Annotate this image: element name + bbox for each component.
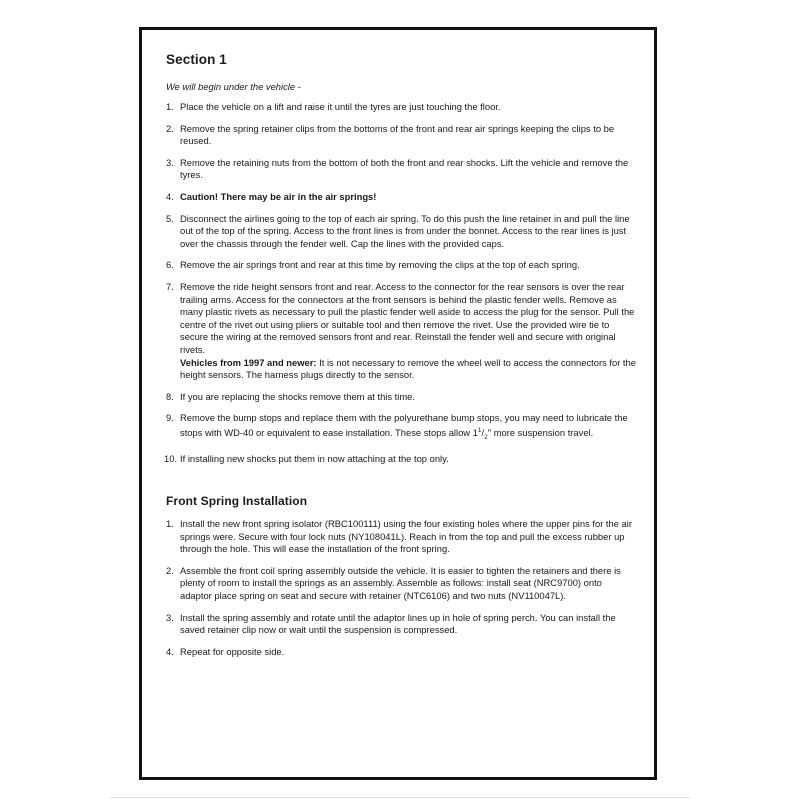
list-item bbox=[166, 453, 636, 466]
list-item bbox=[166, 646, 636, 659]
step-text-continued: " more suspension travel. bbox=[487, 427, 594, 438]
list-item bbox=[166, 518, 636, 556]
step-text: Remove the air springs front and rear at this time by removing the clips at the top of each spring. bbox=[180, 259, 580, 271]
list-item bbox=[166, 565, 636, 603]
section-1-title: Section 1 bbox=[166, 52, 227, 67]
step-text: Disconnect the airlines going to the top of each air spring. To do this push the line retainer in and pull the line out of the top of the spring. Access to the front lines is from under the bonnet. Access to the rear lines is just over the chassis through the fender well. Cap the lines with the provided caps. bbox=[180, 212, 630, 249]
step-text: Install the spring assembly and rotate until the adaptor lines up in hole of spring perch. You can install the saved retainer clip now or wait until the suspension is compressed. bbox=[180, 611, 616, 636]
step-text: Remove the retaining nuts from the bottom of both the front and rear shocks. Lift the vehicle and remove the tyres. bbox=[180, 156, 629, 181]
list-item: 9. Remove the bump stops and replace them with the polyurethane bump stops, you may need to lubricate the stops with WD-40 or equivalent to ease installation. These stops allow $1^1/_2$" more suspension travel. bbox=[166, 412, 628, 441]
step-number: 4. bbox=[166, 645, 174, 657]
step-text: If you are replacing the shocks remove them at this time. bbox=[180, 390, 416, 402]
step-number: 4. bbox=[166, 190, 174, 202]
list-item bbox=[166, 259, 636, 272]
fraction-numerator: 1 bbox=[477, 426, 482, 434]
step-number: 10. bbox=[164, 453, 178, 465]
step-number: 7. bbox=[166, 280, 174, 292]
step-number: 9. bbox=[166, 412, 174, 424]
section-2-title: Front Spring Installation bbox=[166, 494, 308, 509]
step-number: 1. bbox=[166, 518, 174, 530]
step-number: 3. bbox=[166, 156, 174, 168]
list-item bbox=[166, 157, 636, 182]
section-2-steps bbox=[166, 518, 636, 658]
list-item bbox=[166, 612, 636, 637]
step-number: 2. bbox=[166, 564, 174, 576]
list-item bbox=[166, 281, 636, 382]
section-1-intro: We will begin under the vehicle - bbox=[166, 81, 301, 92]
list-item bbox=[166, 391, 636, 404]
page-content bbox=[166, 52, 636, 667]
fraction-denominator: 2 bbox=[484, 433, 488, 441]
step-text: Assemble the front coil spring assembly outside the vehicle. It is easier to tighten the retainers and there is plenty of room to install the springs as an assembly. Assemble as follows: install seat (NRC9700) onto adaptor place spring on seat and secure with retainer (NTC6106) and two nuts (NV110047L). bbox=[180, 564, 621, 602]
step-text: Remove the ride height sensors front and rear. Access to the connector for the rear sensors is over the rear trailing arms. Access for the connectors at the front sensors is behind the plastic fender wells. Remove as many plastic rivets as necessary to pull the plastic fender well aside to access the plug for the sensor. Pull the centre of the rivet out using pliers or suitable tool and then remove the rivet. Use the provided wire tie to secure the wiring at the removed sensors front and rear. Reinstall the fender well and secure with original rivets. bbox=[180, 280, 635, 355]
section-1-steps bbox=[166, 101, 636, 466]
step-number: 6. bbox=[166, 259, 174, 271]
vehicle-year-note-text: It is not necessary to remove the wheel well to access the connectors for the height sensors. The harness plugs directly to the sensor. bbox=[180, 356, 636, 381]
step-number: 5. bbox=[166, 212, 174, 224]
step-text: Install the new front spring isolator (RBC100111) using the four existing holes where the upper pins for the air springs were. Secure with four lock nuts (NY108041L). Reach in from the top and pull the excess rubber up through the hole. This will ease the installation of the front spring. bbox=[180, 518, 632, 555]
list-item bbox=[166, 101, 636, 114]
list-item bbox=[166, 213, 636, 251]
step-text: Repeat for opposite side. bbox=[180, 645, 285, 657]
step-text: Remove the bump stops and replace them with the polyurethane bump stops, you may need to lubricate the stops with WD-40 or equivalent to ease installation. These stops allow 1 bbox=[180, 412, 628, 438]
step-text: Remove the spring retainer clips from the bottoms of the front and rear air springs keeping the clips to be reused. bbox=[180, 122, 615, 147]
step-number: 8. bbox=[166, 390, 174, 402]
step-text: If installing new shocks put them in now attaching at the top only. bbox=[180, 453, 449, 465]
step-number: 1. bbox=[166, 101, 174, 112]
caution-item bbox=[166, 191, 636, 204]
caution-text: Caution! There may be air in the air springs! bbox=[180, 190, 377, 202]
document-page bbox=[139, 27, 657, 780]
vehicle-year-note-label: Vehicles from 1997 and newer: bbox=[180, 356, 317, 368]
list-item bbox=[166, 123, 636, 148]
front-spring-section bbox=[166, 494, 636, 658]
divider bbox=[110, 797, 690, 798]
step-number: 2. bbox=[166, 122, 174, 134]
step-text: Place the vehicle on a lift and raise it until the tyres are just touching the floor. bbox=[180, 101, 501, 112]
step-number: 3. bbox=[166, 611, 174, 623]
